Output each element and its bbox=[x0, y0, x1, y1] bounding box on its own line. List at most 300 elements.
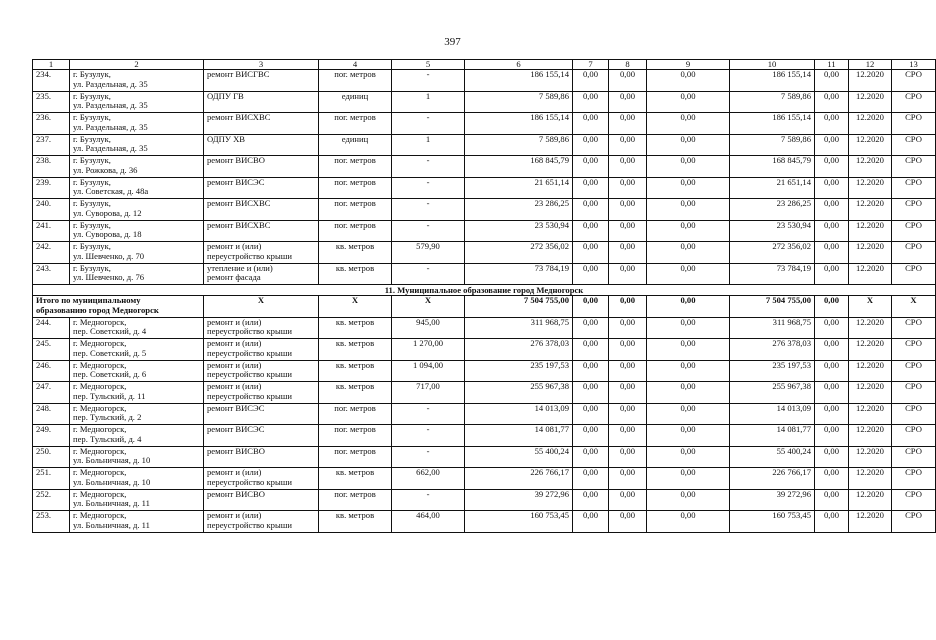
deadline-cell: 12.2020 bbox=[849, 403, 892, 425]
cost-col11-cell: 0,00 bbox=[815, 425, 849, 447]
method-cell: СРО bbox=[892, 242, 936, 264]
total-c10: 7 504 755,00 bbox=[730, 296, 815, 318]
cost-col9-cell: 0,00 bbox=[647, 263, 730, 285]
work-type-cell bbox=[204, 199, 319, 221]
unit-cell: единиц bbox=[319, 134, 392, 156]
work-type-line1: ремонт ВИСЭС bbox=[207, 424, 265, 434]
cost-col11-cell: 0,00 bbox=[815, 242, 849, 264]
method-cell: СРО bbox=[892, 199, 936, 221]
table-row bbox=[33, 199, 936, 221]
address-city: г. Бузулук, bbox=[73, 262, 111, 273]
column-number: 8 bbox=[609, 60, 647, 70]
total-label-line2: образованию город Медногорск bbox=[36, 304, 159, 315]
row-number: 249. bbox=[33, 425, 70, 447]
cost-col9-cell: 0,00 bbox=[647, 199, 730, 221]
cost-col7-cell: 0,00 bbox=[573, 511, 609, 533]
address-street: пер. Тульский, д. 11 bbox=[73, 390, 146, 401]
column-number: 5 bbox=[392, 60, 465, 70]
deadline-cell: 12.2020 bbox=[849, 91, 892, 113]
cost-col11-cell: 0,00 bbox=[815, 382, 849, 404]
quantity-cell: 1 bbox=[392, 91, 465, 113]
method-cell: СРО bbox=[892, 113, 936, 135]
column-number: 2 bbox=[70, 60, 204, 70]
cost-col8-cell: 0,00 bbox=[609, 489, 647, 511]
address-cell bbox=[70, 468, 204, 490]
unit-cell: кв. метров bbox=[319, 382, 392, 404]
cost-col10-cell: 186 155,14 bbox=[730, 113, 815, 135]
address-city: г. Медногорск, bbox=[73, 445, 127, 456]
column-number: 7 bbox=[573, 60, 609, 70]
unit-cell: кв. метров bbox=[319, 468, 392, 490]
table-row bbox=[33, 91, 936, 113]
cost-col11-cell: 0,00 bbox=[815, 70, 849, 92]
address-street: ул. Больничная, д. 11 bbox=[73, 498, 150, 509]
address-city: г. Бузулук, bbox=[73, 219, 111, 230]
quantity-cell: 662,00 bbox=[392, 468, 465, 490]
cost-col11-cell: 0,00 bbox=[815, 134, 849, 156]
cost-col7-cell: 0,00 bbox=[573, 489, 609, 511]
cost-col8-cell: 0,00 bbox=[609, 263, 647, 285]
address-city: г. Медногорск, bbox=[73, 424, 127, 434]
method-cell: СРО bbox=[892, 489, 936, 511]
cost-col9-cell: 0,00 bbox=[647, 242, 730, 264]
work-type-cell bbox=[204, 177, 319, 199]
cost-col11-cell: 0,00 bbox=[815, 446, 849, 468]
row-number: 239. bbox=[33, 177, 70, 199]
unit-cell: пог. метров bbox=[319, 70, 392, 92]
cost-total-cell: 21 651,14 bbox=[465, 177, 573, 199]
address-cell bbox=[70, 446, 204, 468]
work-type-cell bbox=[204, 511, 319, 533]
deadline-cell: 12.2020 bbox=[849, 70, 892, 92]
table-row bbox=[33, 511, 936, 533]
deadline-cell: 12.2020 bbox=[849, 468, 892, 490]
cost-col9-cell: 0,00 bbox=[647, 446, 730, 468]
address-cell bbox=[70, 220, 204, 242]
quantity-cell: 464,00 bbox=[392, 511, 465, 533]
work-type-line1: ремонт ВИСХВС bbox=[207, 219, 271, 230]
table-row bbox=[33, 339, 936, 361]
row-number: 244. bbox=[33, 317, 70, 339]
address-cell bbox=[70, 156, 204, 178]
cost-col11-cell: 0,00 bbox=[815, 511, 849, 533]
cost-col9-cell: 0,00 bbox=[647, 468, 730, 490]
address-street: ул. Суворова, д. 12 bbox=[73, 207, 142, 218]
quantity-cell: 717,00 bbox=[392, 382, 465, 404]
unit-cell: пог. метров bbox=[319, 199, 392, 221]
method-cell: СРО bbox=[892, 425, 936, 447]
unit-cell: кв. метров bbox=[319, 242, 392, 264]
address-city: г. Бузулук, bbox=[73, 155, 111, 165]
cost-col7-cell: 0,00 bbox=[573, 156, 609, 178]
quantity-cell: - bbox=[392, 156, 465, 178]
address-street: ул. Раздельная, д. 35 bbox=[73, 78, 148, 89]
address-street: пер. Советский, д. 4 bbox=[73, 326, 147, 337]
total-c13: X bbox=[892, 296, 936, 318]
unit-cell: пог. метров bbox=[319, 220, 392, 242]
unit-cell: пог. метров bbox=[319, 425, 392, 447]
quantity-cell: - bbox=[392, 403, 465, 425]
address-street: ул. Шевченко, д. 70 bbox=[73, 250, 145, 261]
cost-col7-cell: 0,00 bbox=[573, 446, 609, 468]
quantity-cell: 579,90 bbox=[392, 242, 465, 264]
unit-cell: кв. метров bbox=[319, 360, 392, 382]
column-number-row bbox=[33, 60, 936, 70]
cost-col10-cell: 311 968,75 bbox=[730, 317, 815, 339]
unit-cell: пог. метров bbox=[319, 446, 392, 468]
address-city: г. Бузулук, bbox=[73, 133, 111, 144]
row-number: 251. bbox=[33, 468, 70, 490]
work-type-cell bbox=[204, 425, 319, 447]
address-city: г. Медногорск, bbox=[73, 510, 127, 520]
cost-total-cell: 23 286,25 bbox=[465, 199, 573, 221]
row-number: 237. bbox=[33, 134, 70, 156]
cost-col8-cell: 0,00 bbox=[609, 382, 647, 404]
cost-col8-cell: 0,00 bbox=[609, 156, 647, 178]
section-title: 11. Муниципальное образование город Медногорск bbox=[33, 285, 936, 296]
cost-col7-cell: 0,00 bbox=[573, 382, 609, 404]
address-city: г. Медногорск, bbox=[73, 488, 127, 499]
address-cell bbox=[70, 91, 204, 113]
quantity-cell: - bbox=[392, 177, 465, 199]
column-number: 12 bbox=[849, 60, 892, 70]
work-type-line1: ремонт и (или) bbox=[207, 316, 262, 327]
cost-col8-cell: 0,00 bbox=[609, 242, 647, 264]
cost-col7-cell: 0,00 bbox=[573, 113, 609, 135]
cost-col7-cell: 0,00 bbox=[573, 339, 609, 361]
cost-col10-cell: 14 081,77 bbox=[730, 425, 815, 447]
unit-cell: кв. метров bbox=[319, 339, 392, 361]
address-city: г. Медногорск, bbox=[73, 381, 127, 391]
work-type-line1: утепление и (или) bbox=[207, 262, 273, 273]
cost-col9-cell: 0,00 bbox=[647, 177, 730, 199]
unit-cell: пог. метров bbox=[319, 403, 392, 425]
total-c6: 7 504 755,00 bbox=[465, 296, 573, 318]
deadline-cell: 12.2020 bbox=[849, 199, 892, 221]
row-number: 238. bbox=[33, 156, 70, 178]
work-type-line2: переустройство крыши bbox=[207, 326, 292, 337]
row-number: 253. bbox=[33, 511, 70, 533]
table-row bbox=[33, 489, 936, 511]
section-row bbox=[33, 285, 936, 296]
total-c3: X bbox=[204, 296, 319, 318]
column-number: 9 bbox=[647, 60, 730, 70]
cost-col10-cell: 23 286,25 bbox=[730, 199, 815, 221]
table-row bbox=[33, 382, 936, 404]
row-number: 240. bbox=[33, 199, 70, 221]
total-row bbox=[33, 296, 936, 318]
address-cell bbox=[70, 317, 204, 339]
row-number: 248. bbox=[33, 403, 70, 425]
address-cell bbox=[70, 425, 204, 447]
cost-total-cell: 73 784,19 bbox=[465, 263, 573, 285]
address-street: ул. Больничная, д. 11 bbox=[73, 519, 150, 530]
column-number: 4 bbox=[319, 60, 392, 70]
work-type-line1: ремонт ВИСГВС bbox=[207, 69, 270, 79]
column-number: 13 bbox=[892, 60, 936, 70]
address-street: ул. Рожкова, д. 36 bbox=[73, 164, 138, 175]
cost-col10-cell: 272 356,02 bbox=[730, 242, 815, 264]
cost-col10-cell: 276 378,03 bbox=[730, 339, 815, 361]
address-street: пер. Тульский, д. 2 bbox=[73, 412, 142, 423]
cost-col11-cell: 0,00 bbox=[815, 489, 849, 511]
cost-total-cell: 226 766,17 bbox=[465, 468, 573, 490]
address-street: ул. Раздельная, д. 35 bbox=[73, 121, 148, 132]
work-type-line1: ремонт и (или) bbox=[207, 510, 262, 520]
total-label bbox=[33, 296, 204, 318]
cost-col10-cell: 39 272,96 bbox=[730, 489, 815, 511]
cost-col11-cell: 0,00 bbox=[815, 468, 849, 490]
address-city: г. Бузулук, bbox=[73, 112, 111, 122]
work-type-line2: ремонт фасада bbox=[207, 272, 261, 283]
cost-col11-cell: 0,00 bbox=[815, 317, 849, 339]
method-cell: СРО bbox=[892, 134, 936, 156]
cost-col11-cell: 0,00 bbox=[815, 263, 849, 285]
cost-col9-cell: 0,00 bbox=[647, 220, 730, 242]
unit-cell: пог. метров bbox=[319, 113, 392, 135]
quantity-cell: - bbox=[392, 70, 465, 92]
work-type-line1: ремонт ВИСХВС bbox=[207, 198, 271, 208]
address-cell bbox=[70, 242, 204, 264]
unit-cell: единиц bbox=[319, 91, 392, 113]
cost-col10-cell: 186 155,14 bbox=[730, 70, 815, 92]
method-cell: СРО bbox=[892, 70, 936, 92]
address-city: г. Медногорск, bbox=[73, 359, 127, 370]
row-number: 250. bbox=[33, 446, 70, 468]
deadline-cell: 12.2020 bbox=[849, 339, 892, 361]
column-number: 10 bbox=[730, 60, 815, 70]
work-type-line1: ремонт ВИСЭС bbox=[207, 176, 265, 187]
address-cell bbox=[70, 339, 204, 361]
work-type-cell bbox=[204, 242, 319, 264]
quantity-cell: 1 094,00 bbox=[392, 360, 465, 382]
method-cell: СРО bbox=[892, 263, 936, 285]
address-cell bbox=[70, 511, 204, 533]
method-cell: СРО bbox=[892, 317, 936, 339]
quantity-cell: - bbox=[392, 446, 465, 468]
deadline-cell: 12.2020 bbox=[849, 425, 892, 447]
cost-col8-cell: 0,00 bbox=[609, 425, 647, 447]
method-cell: СРО bbox=[892, 382, 936, 404]
work-type-cell bbox=[204, 220, 319, 242]
work-type-line2: переустройство крыши bbox=[207, 250, 292, 261]
work-type-cell bbox=[204, 113, 319, 135]
cost-col8-cell: 0,00 bbox=[609, 220, 647, 242]
work-type-line1: ремонт ВИСВО bbox=[207, 445, 265, 456]
table-row bbox=[33, 177, 936, 199]
work-type-cell bbox=[204, 360, 319, 382]
table-row bbox=[33, 156, 936, 178]
unit-cell: кв. метров bbox=[319, 263, 392, 285]
row-number: 252. bbox=[33, 489, 70, 511]
quantity-cell: - bbox=[392, 199, 465, 221]
deadline-cell: 12.2020 bbox=[849, 220, 892, 242]
total-c11: 0,00 bbox=[815, 296, 849, 318]
address-cell bbox=[70, 489, 204, 511]
cost-col10-cell: 7 589,86 bbox=[730, 134, 815, 156]
address-city: г. Медногорск, bbox=[73, 402, 127, 413]
work-type-line2: переустройство крыши bbox=[207, 369, 292, 380]
table-row bbox=[33, 70, 936, 92]
total-c8: 0,00 bbox=[609, 296, 647, 318]
row-number: 235. bbox=[33, 91, 70, 113]
work-type-cell bbox=[204, 263, 319, 285]
work-type-cell bbox=[204, 134, 319, 156]
table-row bbox=[33, 317, 936, 339]
cost-total-cell: 311 968,75 bbox=[465, 317, 573, 339]
cost-col7-cell: 0,00 bbox=[573, 177, 609, 199]
row-number: 234. bbox=[33, 70, 70, 92]
cost-col11-cell: 0,00 bbox=[815, 339, 849, 361]
address-street: ул. Суворова, д. 18 bbox=[73, 229, 142, 240]
cost-col8-cell: 0,00 bbox=[609, 199, 647, 221]
table-row bbox=[33, 468, 936, 490]
address-city: г. Медногорск, bbox=[73, 467, 127, 477]
work-type-line1: ремонт и (или) bbox=[207, 338, 262, 348]
unit-cell: кв. метров bbox=[319, 511, 392, 533]
cost-col9-cell: 0,00 bbox=[647, 91, 730, 113]
address-cell bbox=[70, 134, 204, 156]
column-number: 11 bbox=[815, 60, 849, 70]
work-type-line2: переустройство крыши bbox=[207, 476, 292, 487]
cost-col9-cell: 0,00 bbox=[647, 403, 730, 425]
work-type-cell bbox=[204, 446, 319, 468]
row-number: 242. bbox=[33, 242, 70, 264]
quantity-cell: 1 270,00 bbox=[392, 339, 465, 361]
method-cell: СРО bbox=[892, 468, 936, 490]
work-type-line1: ремонт ВИСЭС bbox=[207, 402, 265, 413]
cost-col8-cell: 0,00 bbox=[609, 177, 647, 199]
cost-col11-cell: 0,00 bbox=[815, 199, 849, 221]
cost-col9-cell: 0,00 bbox=[647, 317, 730, 339]
address-street: ул. Советская, д. 48а bbox=[73, 186, 149, 197]
work-type-line1: ремонт и (или) bbox=[207, 381, 262, 391]
cost-col7-cell: 0,00 bbox=[573, 91, 609, 113]
cost-total-cell: 160 753,45 bbox=[465, 511, 573, 533]
work-type-cell bbox=[204, 70, 319, 92]
cost-col10-cell: 255 967,38 bbox=[730, 382, 815, 404]
cost-col10-cell: 55 400,24 bbox=[730, 446, 815, 468]
work-type-cell bbox=[204, 317, 319, 339]
unit-cell: пог. метров bbox=[319, 177, 392, 199]
cost-col7-cell: 0,00 bbox=[573, 425, 609, 447]
unit-cell: пог. метров bbox=[319, 156, 392, 178]
cost-total-cell: 7 589,86 bbox=[465, 91, 573, 113]
address-street: ул. Больничная, д. 10 bbox=[73, 455, 151, 466]
cost-col9-cell: 0,00 bbox=[647, 425, 730, 447]
cost-col11-cell: 0,00 bbox=[815, 360, 849, 382]
cost-col8-cell: 0,00 bbox=[609, 339, 647, 361]
column-number: 6 bbox=[465, 60, 573, 70]
cost-col9-cell: 0,00 bbox=[647, 360, 730, 382]
address-city: г. Бузулук, bbox=[73, 198, 111, 208]
table-row bbox=[33, 360, 936, 382]
cost-col10-cell: 7 589,86 bbox=[730, 91, 815, 113]
deadline-cell: 12.2020 bbox=[849, 156, 892, 178]
cost-total-cell: 186 155,14 bbox=[465, 70, 573, 92]
deadline-cell: 12.2020 bbox=[849, 317, 892, 339]
address-city: г. Бузулук, bbox=[73, 69, 111, 79]
cost-total-cell: 235 197,53 bbox=[465, 360, 573, 382]
table-row bbox=[33, 446, 936, 468]
work-type-cell bbox=[204, 91, 319, 113]
deadline-cell: 12.2020 bbox=[849, 263, 892, 285]
row-number: 241. bbox=[33, 220, 70, 242]
cost-col8-cell: 0,00 bbox=[609, 317, 647, 339]
row-number: 246. bbox=[33, 360, 70, 382]
unit-cell: пог. метров bbox=[319, 489, 392, 511]
cost-col8-cell: 0,00 bbox=[609, 70, 647, 92]
cost-col8-cell: 0,00 bbox=[609, 468, 647, 490]
method-cell: СРО bbox=[892, 156, 936, 178]
method-cell: СРО bbox=[892, 339, 936, 361]
cost-col11-cell: 0,00 bbox=[815, 220, 849, 242]
deadline-cell: 12.2020 bbox=[849, 177, 892, 199]
address-cell bbox=[70, 199, 204, 221]
total-label-line1: Итого по муниципальному bbox=[36, 295, 141, 305]
address-city: г. Бузулук, bbox=[73, 176, 111, 187]
address-street: ул. Раздельная, д. 35 bbox=[73, 100, 148, 111]
total-c9: 0,00 bbox=[647, 296, 730, 318]
quantity-cell: - bbox=[392, 425, 465, 447]
cost-col11-cell: 0,00 bbox=[815, 113, 849, 135]
table-row bbox=[33, 113, 936, 135]
cost-total-cell: 23 530,94 bbox=[465, 220, 573, 242]
cost-total-cell: 272 356,02 bbox=[465, 242, 573, 264]
address-cell bbox=[70, 177, 204, 199]
address-city: г. Бузулук, bbox=[73, 241, 111, 251]
work-type-line2: переустройство крыши bbox=[207, 347, 292, 358]
cost-col11-cell: 0,00 bbox=[815, 156, 849, 178]
deadline-cell: 12.2020 bbox=[849, 382, 892, 404]
method-cell: СРО bbox=[892, 446, 936, 468]
quantity-cell: - bbox=[392, 489, 465, 511]
cost-col8-cell: 0,00 bbox=[609, 446, 647, 468]
work-type-line1: ремонт ВИСХВС bbox=[207, 112, 271, 122]
cost-col11-cell: 0,00 bbox=[815, 91, 849, 113]
address-cell bbox=[70, 403, 204, 425]
cost-col10-cell: 73 784,19 bbox=[730, 263, 815, 285]
work-type-cell bbox=[204, 468, 319, 490]
cost-col7-cell: 0,00 bbox=[573, 220, 609, 242]
cost-col8-cell: 0,00 bbox=[609, 360, 647, 382]
work-type-cell bbox=[204, 382, 319, 404]
page-number: 397 bbox=[444, 36, 461, 48]
work-type-cell bbox=[204, 403, 319, 425]
cost-total-cell: 186 155,14 bbox=[465, 113, 573, 135]
cost-col11-cell: 0,00 bbox=[815, 403, 849, 425]
unit-cell: кв. метров bbox=[319, 317, 392, 339]
cost-col8-cell: 0,00 bbox=[609, 113, 647, 135]
cost-col9-cell: 0,00 bbox=[647, 70, 730, 92]
work-type-line1: ремонт и (или) bbox=[207, 467, 262, 477]
column-number: 1 bbox=[33, 60, 70, 70]
address-street: ул. Раздельная, д. 35 bbox=[73, 143, 148, 154]
table-row bbox=[33, 263, 936, 285]
row-number: 247. bbox=[33, 382, 70, 404]
total-c4: X bbox=[319, 296, 392, 318]
cost-col9-cell: 0,00 bbox=[647, 134, 730, 156]
work-type-cell bbox=[204, 156, 319, 178]
method-cell: СРО bbox=[892, 220, 936, 242]
work-type-cell bbox=[204, 489, 319, 511]
row-number: 236. bbox=[33, 113, 70, 135]
cost-col7-cell: 0,00 bbox=[573, 360, 609, 382]
deadline-cell: 12.2020 bbox=[849, 446, 892, 468]
work-type-line1: ремонт ВИСВО bbox=[207, 155, 265, 165]
address-cell bbox=[70, 113, 204, 135]
deadline-cell: 12.2020 bbox=[849, 113, 892, 135]
